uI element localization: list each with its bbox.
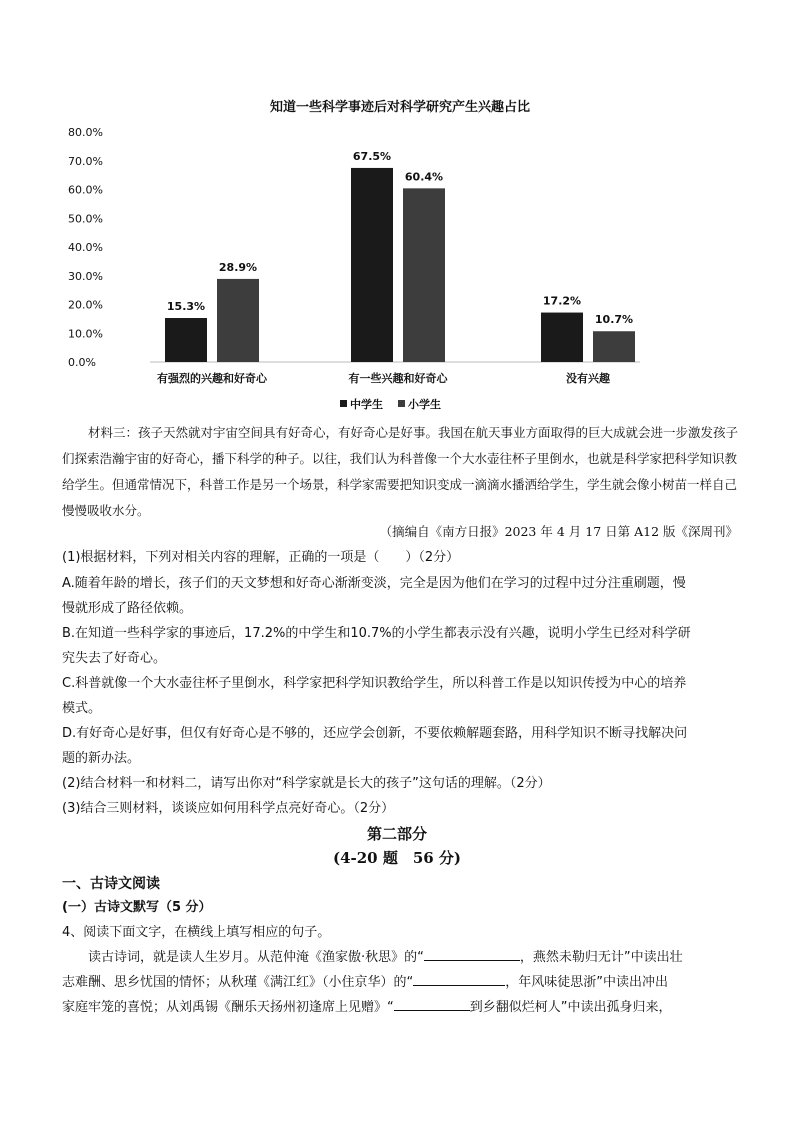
category-label: 没有兴趣 — [566, 372, 610, 385]
data-label: 10.7% — [594, 313, 634, 327]
option-a-line2: 慢就形成了路径依赖。 — [62, 601, 193, 616]
option-d-line1: D.有好奇心是好事，但仅有好奇心是不够的，还应学会创新，不要依赖解题套路，用科学知识不断寻找解决问 — [62, 726, 688, 741]
option-d-line2: 题的新办法。 — [62, 751, 141, 766]
option-b-line1: B.在知道一些科学家的事迹后，17.2%的中学生和10.7%的小学生都表示没有兴趣，说明小学生已经对科学研 — [62, 626, 691, 641]
material3-text: 材料三：孩子天然就对宇宙空间具有好奇心，有好奇心是好事。我国在航天事业方面取得的巨大成就会进一步激发孩子们探索浩瀚宇宙的好奇心，播下科学的种子。以往，我们认为科普像一个大水壶往杯子里倒水，也就是科学家把科学知识教给学生。但通常情况下，科普工作是另一个场景，科学家需要把知识变成一滴滴水播洒给学生，学生就会像小树苗一样自己慢慢吸收水分。 — [62, 425, 739, 518]
poem-line-1-a: 读古诗词，就是读人生岁月。从范仲淹《渔家傲·秋思》的“ — [88, 950, 424, 965]
option-a-line1: A.随着年龄的增长，孩子们的天文梦想和好奇心渐渐变淡，完全是因为他们在学习的过程中过分注重刷题，慢 — [62, 576, 686, 591]
part2-title: 第二部分 — [366, 825, 427, 843]
poem-line-3-b: 到乡翻似烂柯人”中读出孤身归来， — [469, 1000, 672, 1015]
fill-blank-1[interactable] — [424, 946, 520, 961]
bar-chart — [40, 88, 760, 418]
data-label: 17.2% — [542, 294, 582, 308]
y-tick-label: 0.0% — [68, 356, 96, 369]
data-label: 60.4% — [404, 170, 444, 184]
y-tick-label: 70.0% — [68, 154, 103, 168]
y-tick-label: 20.0% — [68, 298, 103, 312]
poem-line-1 — [62, 946, 742, 970]
poem-line-1-b: ，燕然未勒归无计”中读出壮 — [519, 950, 683, 965]
data-label: 15.3% — [166, 300, 206, 314]
chart-svg — [40, 88, 760, 418]
poem-line-3-a: 家庭牢笼的喜悦；从刘禹锡《酬乐天扬州初逢席上见赠》“ — [62, 1000, 394, 1015]
y-tick-label: 10.0% — [68, 327, 103, 341]
poem-line-2-a: 志难酬、思乡忧国的情怀；从秋瑾《满江红》（小住京华）的“ — [62, 975, 414, 990]
question-3: (3)结合三则材料，谈谈应如何用科学点亮好奇心。（2分） — [62, 801, 395, 816]
chart-title: 知道一些科学事迹后对科学研究产生兴趣占比 — [269, 100, 530, 115]
option-c-line2: 模式。 — [62, 701, 102, 716]
y-tick-label: 40.0% — [68, 241, 103, 254]
legend-swatch — [340, 400, 347, 407]
y-tick-label: 30.0% — [68, 269, 103, 283]
bar-middle-school — [541, 313, 583, 362]
part2-subtitle: (4-20 题 56 分) — [332, 849, 462, 867]
bar-primary-school — [593, 331, 635, 362]
question-2: (2)结合材料一和材料二，请写出你对“科学家就是长大的孩子”这句话的理解。（2分） — [62, 776, 551, 791]
data-label: 67.5% — [352, 149, 392, 163]
data-label: 28.9% — [218, 260, 258, 274]
legend-swatch — [398, 400, 405, 407]
subsection-heading: (一）古诗文默写（5 分） — [62, 900, 212, 915]
bar-primary-school — [217, 279, 259, 362]
legend-label: 中学生 — [350, 398, 383, 411]
y-tick-label: 80.0% — [68, 126, 103, 139]
legend-label: 小学生 — [408, 398, 441, 411]
bar-middle-school — [165, 318, 207, 362]
category-label: 有强烈的兴趣和好奇心 — [157, 372, 267, 385]
poem-line-2 — [62, 971, 742, 995]
y-tick-label: 60.0% — [68, 183, 103, 197]
poem-line-3 — [62, 996, 742, 1020]
option-b-line2: 究失去了好奇心。 — [62, 651, 167, 666]
material3-source: （摘编自《南方日报》2023 年 4 月 17 日第 A12 版《深周刊》 — [379, 524, 738, 539]
fill-blank-3[interactable] — [394, 996, 470, 1011]
fill-blank-2[interactable] — [413, 971, 505, 986]
option-c-line1: C.科普就像一个大水壶往杯子里倒水，科学家把科学知识教给学生，所以科普工作是以知识传授为中心的培养 — [62, 676, 687, 691]
category-label: 有一些兴趣和好奇心 — [348, 372, 448, 385]
section-heading: 一、古诗文阅读 — [62, 876, 160, 892]
bar-primary-school — [403, 188, 445, 362]
instruction: 4、阅读下面文字，在横线上填写相应的句子。 — [62, 925, 331, 940]
poem-line-2-b: ，年风味徒思浙”中读出冲出 — [505, 975, 668, 990]
question-1: (1)根据材料，下列对相关内容的理解，正确的一项是（ ）（2分） — [62, 550, 460, 565]
y-tick-label: 50.0% — [68, 212, 103, 226]
bar-middle-school — [351, 168, 393, 362]
